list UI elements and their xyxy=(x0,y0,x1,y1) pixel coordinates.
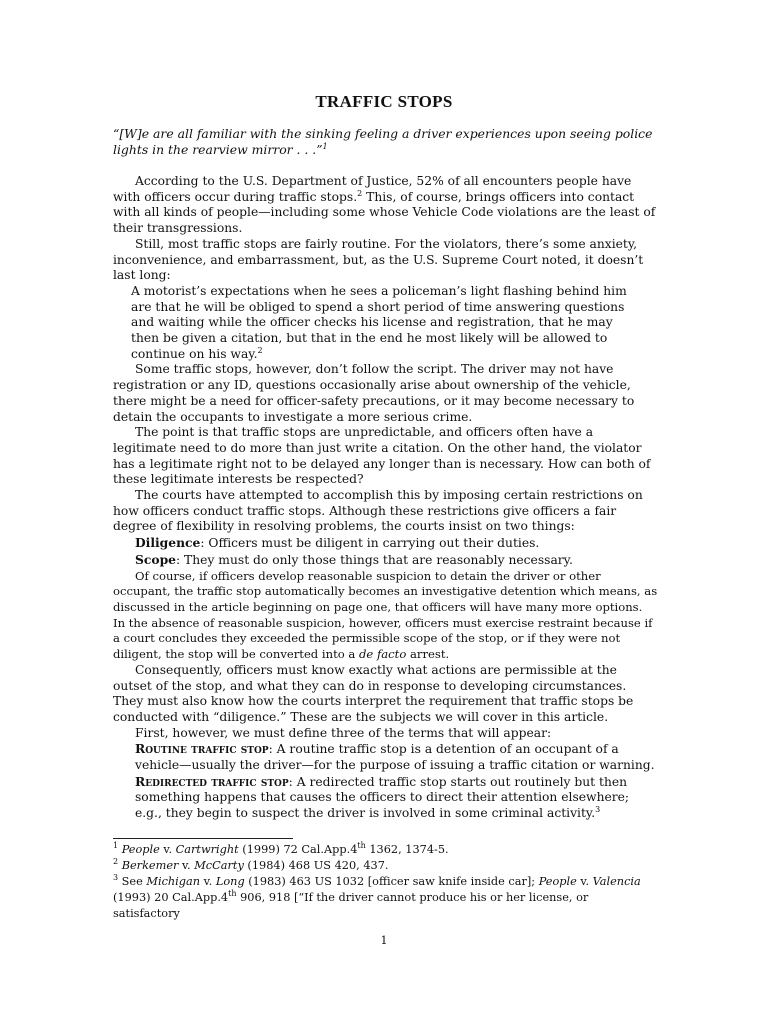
footnote-ref: 3 xyxy=(595,805,601,815)
article-body xyxy=(113,174,658,822)
definition-diligence: Diligence: Officers must be diligent in carrying out their duties. xyxy=(135,535,540,551)
paragraph: Still, most traffic stops are fairly routine. For the violators, there’s some anxiety, inconvenience, and embarrassment, but, as the U.S. Supreme Court noted, it doesn’t last long: xyxy=(113,236,644,283)
epigraph-text: “[W]e are all familiar with the sinking feeling a driver experiences upon seeing police lights in the rearview mirror . . .” xyxy=(113,126,653,157)
paragraph: Consequently, officers must know exactly what actions are permissible at the outset of the stop, and what they can do in response to developing circumstances. They must also know how the courts interpret the requirement that traffic stops be conducted with “diligence.” These are the subjects we will cover in this article. xyxy=(113,662,634,724)
footnote-3: $^3$ See Michigan v. Long (1983) 463 US 1032 [officer saw knife inside car]; People v. Valencia (1993) 20 Cal.App.4th 906, 918 [“If the driver cannot produce his or her license, or satisfactory xyxy=(113,873,641,920)
footnote-divider xyxy=(113,838,293,839)
definition-scope: Scope: They must do only those things that are reasonably necessary. xyxy=(135,551,573,567)
footnotes xyxy=(113,842,658,922)
footnote-ref: 2 xyxy=(257,345,263,355)
block-quote: A motorist’s expectations when he sees a policeman’s light flashing behind him are that he will be obliged to spend a short period of time answering questions and waiting while the officer checks his license and registration, that he may then be given a citation, but that in the end he most likely will be allowed to continue on his way.$^2$ xyxy=(131,283,627,361)
page-number: 1 xyxy=(380,934,388,947)
paragraph: First, however, we must define three of the terms that will appear: xyxy=(135,725,552,740)
definition-term: Scope xyxy=(135,551,176,567)
definition-term: Routine traffic stop xyxy=(135,741,269,757)
paragraph: Some traffic stops, however, don’t follow the script. The driver may not have registration or any ID, questions occasionally arise about ownership of the vehicle, there might be a need for officer-safety precautions, or it may become necessary to detain the occupants to investigate a more serious crime. xyxy=(113,362,635,424)
paragraph: According to the U.S. Department of Justice, 52% of all encounters people have with officers occur during traffic stops.$^2$ This, of course, brings officers into contact with all kinds of people—including some whose Vehicle Code violations are the least of their transgressions. xyxy=(113,174,656,236)
definition-term: Diligence xyxy=(135,535,201,551)
epigraph xyxy=(113,126,653,158)
page-title: TRAFFIC STOPS xyxy=(315,92,453,111)
paragraph: The courts have attempted to accomplish this by imposing certain restrictions on how officers conduct traffic stops. Although these restrictions give officers a fair degree of flexibility in resolving problems, the courts insist on two things: xyxy=(113,488,643,534)
footnote-ref: 1 xyxy=(322,141,328,151)
footnote-ref: 2 xyxy=(357,188,363,198)
paragraph: Of course, if officers develop reasonable suspicion to detain the driver or other occupant, the traffic stop automatically becomes an investigative detention which means, as discussed in the article beginning on page one, that officers will have many more options. In the absence of reasonable suspicion, however, officers must exercise restraint because if a court concludes they exceeded the permissible scope of the stop, or if they were not diligent, the stop will be converted into a de facto arrest. xyxy=(113,568,658,662)
footnote-1: $^1$ People v. Cartwright (1999) 72 Cal.App.4th 1362, 1374-5. xyxy=(113,841,449,856)
paragraph: The point is that traffic stops are unpredictable, and officers often have a legitimate need to do more than just write a citation. On the other hand, the violator has a legitimate right not to be delayed any longer than is necessary. How can both of these legitimate interests be respected? xyxy=(113,425,651,487)
definition-redirected-stop: Redirected traffic stop: A redirected traffic stop starts out routinely but then something happens that causes the officers to direct their attention elsewhere; e.g., they begin to suspect the driver is involved in some criminal activity.$^3$ xyxy=(135,773,630,821)
definition-term: Redirected traffic stop xyxy=(135,773,289,789)
definition-routine-stop: Routine traffic stop: A routine traffic stop is a detention of an occupant of a vehicle—usually the driver—for the purpose of issuing a traffic citation or warning. xyxy=(135,741,655,773)
footnote-2: $^2$ Berkemer v. McCarty (1984) 468 US 420, 437. xyxy=(113,857,389,872)
